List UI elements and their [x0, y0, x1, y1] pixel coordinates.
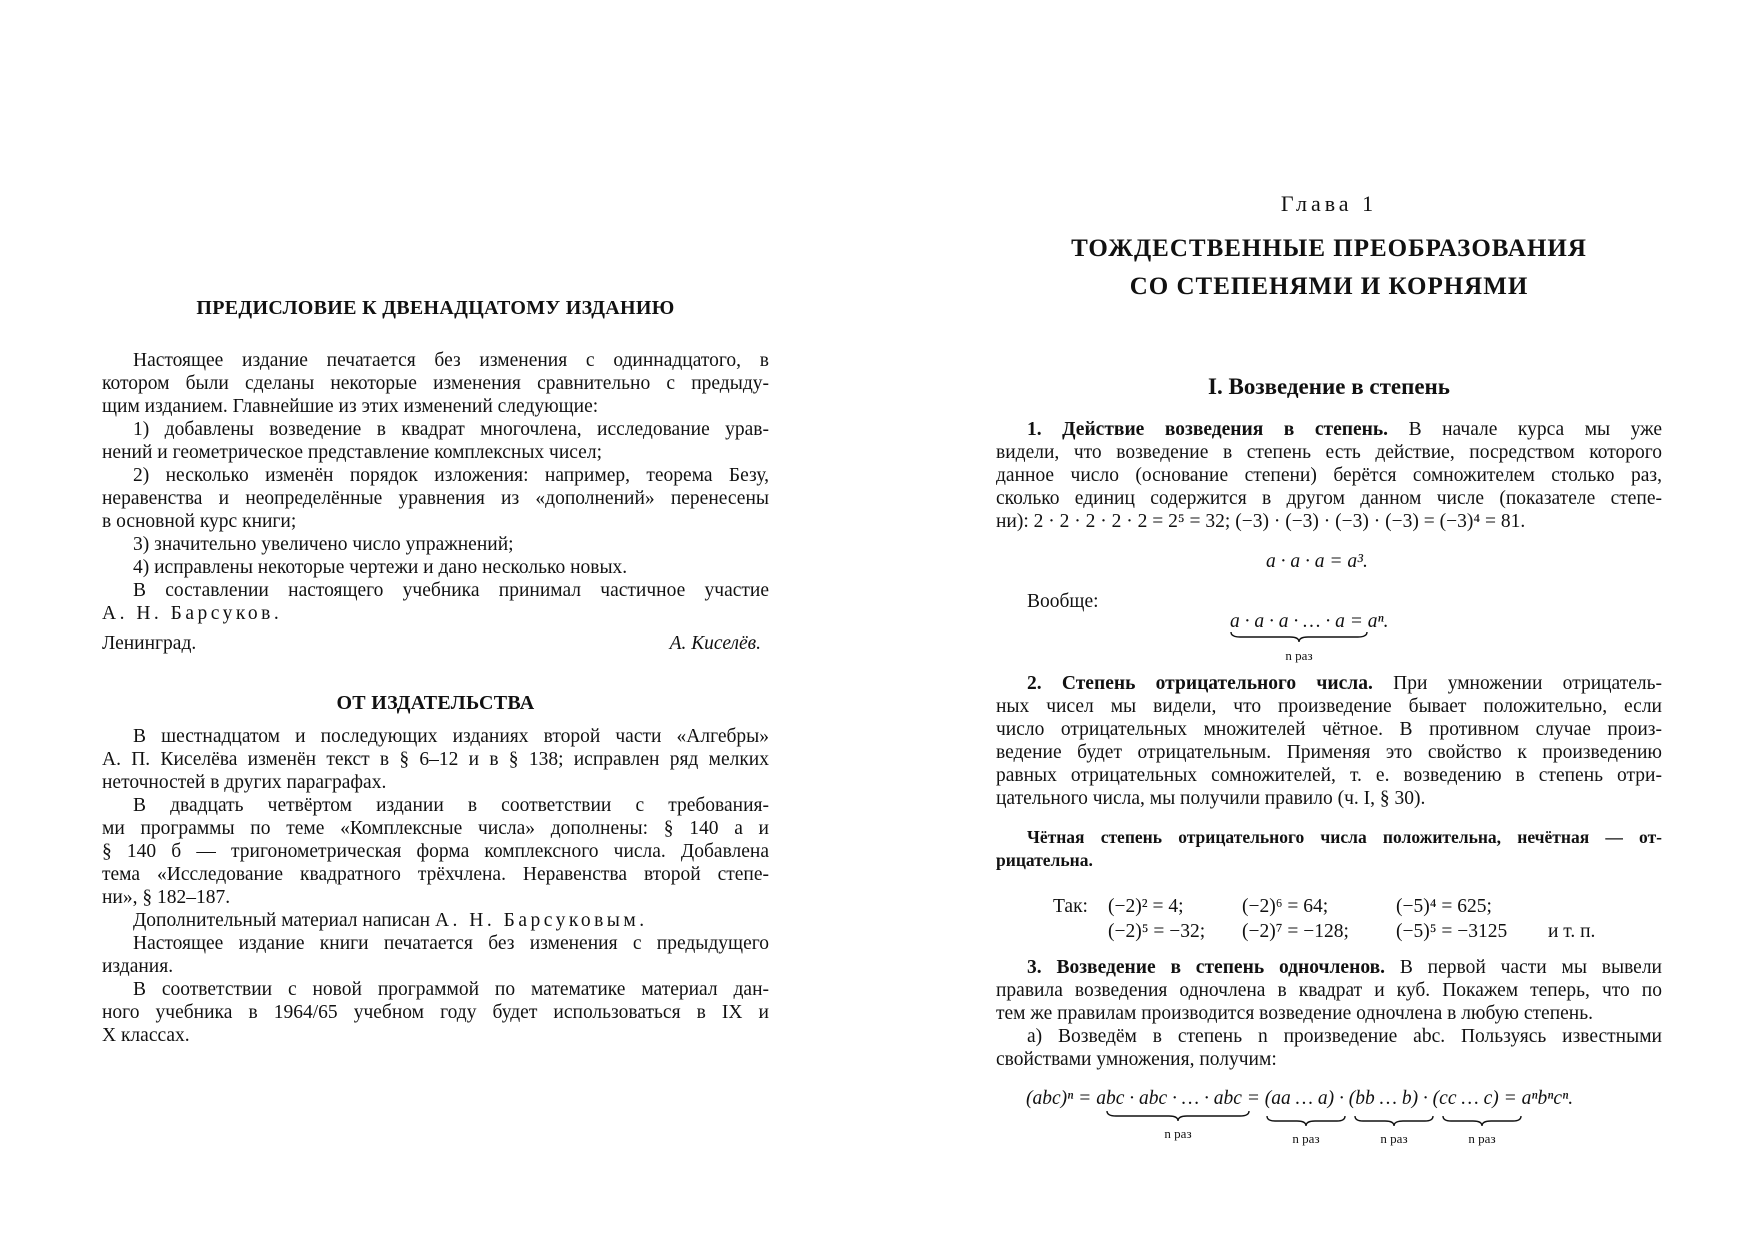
para-1-heading: 1. Действие возведения в степень.: [1027, 419, 1389, 440]
para-1-examples: ни): 2 · 2 · 2 · 2 · 2 = 2⁵ = 32; (−3) · (−3) · (−3) · (−3) = (−3)⁴ = 81.: [996, 511, 1526, 532]
n-times-label: n раз: [1292, 1131, 1320, 1146]
preface-item-3: 3) значительно увеличено число упражнений;: [133, 534, 514, 555]
publisher-line: В соответствии с новой программой по математике материал дан-: [133, 979, 769, 1000]
preface-line: щим изданием. Главнейшие из этих изменений следующие:: [102, 396, 599, 417]
para-1-rest: В начале курса мы уже: [1408, 419, 1663, 440]
para-3-heading: 3. Возведение в степень одночленов.: [1027, 957, 1385, 978]
example: (−2)⁵ = −32;: [1108, 921, 1206, 942]
chapter-title-line-2: СО СТЕПЕНЯМИ И КОРНЯМИ: [1129, 273, 1529, 300]
publisher-line: ного учебника в 1964/65 учебном году будет использоваться в IX и: [102, 1002, 769, 1023]
para-2-line: ных чисел мы видели, что произведение бывает положительно, если: [996, 696, 1662, 717]
formula-abc-power: (abc)ⁿ = abc · abc · … · abc = (aa … a) · (bb … b) · (cc … c) = aⁿbⁿcⁿ.: [1026, 1088, 1574, 1109]
example: (−5)⁵ = −3125: [1396, 921, 1508, 942]
example-etc: и т. п.: [1548, 921, 1596, 942]
voobshe-label: Вообще:: [1027, 591, 1099, 612]
publisher-line: издания.: [102, 956, 174, 977]
examples-row-1: [996, 895, 1662, 919]
preface-item-1: нений и геометрическое представление комплексных чисел;: [102, 442, 602, 463]
example: (−2)² = 4;: [1108, 896, 1184, 917]
preface-line: Настоящее издание печатается без изменения с одиннадцатого, в: [133, 350, 769, 371]
para-2-line: число отрицательных множителей чётное. В противном случае произ-: [996, 719, 1662, 740]
n-times-label: n раз: [1285, 648, 1313, 663]
preface-item-4: 4) исправлены некоторые чертежи и дано несколько новых.: [133, 557, 628, 578]
para-3-line: правила возведения одночлена в квадрат и куб. Покажем теперь, что по: [996, 980, 1662, 1001]
preface-author: А. Киселёв.: [669, 633, 761, 654]
preface-item-2: в основной курс книги;: [102, 511, 297, 532]
underbrace-icon: [1266, 1115, 1346, 1127]
example: (−2)⁶ = 64;: [1242, 896, 1329, 917]
chapter-label: Глава 1: [1280, 191, 1378, 216]
publisher-line: [102, 909, 769, 932]
para-2-line: [996, 672, 1662, 695]
preface-body: [102, 349, 769, 625]
publisher-title: ОТ ИЗДАТЕЛЬСТВА: [336, 692, 535, 714]
para-2-rest: При умножении отрицатель-: [1393, 673, 1663, 694]
preface-last-line: В составлении настоящего учебника принимал частичное участие: [133, 580, 769, 601]
preface-item-2: неравенства и неопределённые уравнения из «дополнений» перенесены: [102, 488, 769, 509]
tak-label: Так:: [1053, 896, 1088, 917]
publisher-line: В двадцать четвёртом издании в соответствии с требования-: [133, 795, 769, 816]
rule-box: [996, 826, 1662, 872]
preface-item-1: 1) добавлены возведение в квадрат многочлена, исследование урав-: [133, 419, 769, 440]
underbrace-icon: [1442, 1115, 1522, 1127]
preface-line: котором были сделаны некоторые изменения сравнительно с предыду-: [102, 373, 769, 394]
publisher-line: ни», § 182–187.: [102, 887, 231, 908]
chapter-title: [996, 230, 1662, 306]
publisher-p3-name: А. Н. Барсуковым.: [434, 910, 648, 931]
para-3-line: свойствами умножения, получим:: [996, 1049, 1277, 1070]
section-title: I. Возведение в степень: [1208, 374, 1450, 399]
rule-line-2: рицательна.: [996, 850, 1093, 870]
para-1: [996, 418, 1662, 533]
para-1-line: [996, 418, 1662, 441]
publisher-line: Настоящее издание книги печатается без изменения с предыдущего: [133, 933, 769, 954]
preface-title: ПРЕДИСЛОВИЕ К ДВЕНАДЦАТОМУ ИЗДАНИЮ: [196, 297, 675, 319]
formula-a-cubed: a · a · a = a³.: [1266, 551, 1368, 572]
para-2-line: ведение будет отрицательным. Применяя это свойство к произведению: [996, 742, 1662, 763]
formula-a-to-n: a · a · a · … · a = aⁿ.: [1230, 611, 1389, 632]
para-1-line: данное число (основание степени) берётся сомножителем столько раз,: [996, 465, 1662, 486]
example: (−2)⁷ = −128;: [1242, 921, 1349, 942]
underbrace-icon: [1230, 631, 1368, 643]
para-2: [996, 672, 1662, 810]
publisher-line: X классах.: [102, 1025, 190, 1046]
para-2-heading: 2. Степень отрицательного числа.: [1027, 673, 1373, 694]
publisher-p3-prefix: Дополнительный материал написан: [133, 910, 431, 931]
examples-row-2: [996, 920, 1662, 944]
para-1-line: видели, что возведение в степень есть действие, посредством которого: [996, 442, 1662, 463]
publisher-line: неточностей в других параграфах.: [102, 772, 387, 793]
preface-coauthor: А. Н. Барсуков.: [102, 603, 283, 624]
para-3: [996, 956, 1662, 1071]
publisher-line: § 140 б — тригонометрическая форма комплексного числа. Добавлена: [102, 841, 769, 862]
underbrace-icon: [1354, 1115, 1434, 1127]
preface-place: Ленинград.: [102, 633, 197, 654]
rule-line-1: Чётная степень отрицательного числа положительна, нечётная — от-: [1027, 827, 1662, 847]
para-3-rest: В первой части мы вывели: [1399, 957, 1662, 978]
n-times-label: n раз: [1380, 1131, 1408, 1146]
para-2-line: равных отрицательных сомножителей, т. е. возведению в степень отри-: [996, 765, 1662, 786]
para-1-line: сколько единиц содержится в другом данном числе (показателе степе-: [996, 488, 1662, 509]
publisher-body: [102, 725, 769, 1047]
para-2-line: цательного числа, мы получили правило (ч. I, § 30).: [996, 788, 1426, 809]
publisher-line: тема «Исследование квадратного трёхчлена. Неравенства второй степе-: [102, 864, 769, 885]
underbrace-icon: [1106, 1110, 1250, 1122]
preface-item-2: 2) несколько изменён порядок изложения: например, теорема Безу,: [133, 465, 769, 486]
para-3-line: тем же правилам производится возведение одночлена в любую степень.: [996, 1003, 1593, 1024]
publisher-line: В шестнадцатом и последующих изданиях второй части «Алгебры»: [133, 726, 769, 747]
preface-signature: [102, 632, 769, 656]
publisher-line: ми программы по теме «Комплексные числа» дополнены: § 140 а и: [102, 818, 769, 839]
n-times-label: n раз: [1164, 1126, 1192, 1141]
para-3-line: [996, 956, 1662, 979]
example: (−5)⁴ = 625;: [1396, 896, 1492, 917]
publisher-line: А. П. Киселёва изменён текст в § 6–12 и в § 138; исправлен ряд мелких: [102, 749, 769, 770]
para-3-line: а) Возведём в степень n произведение abc. Пользуясь известными: [1027, 1026, 1662, 1047]
n-times-label: n раз: [1468, 1131, 1496, 1146]
chapter-title-line-1: ТОЖДЕСТВЕННЫЕ ПРЕОБРАЗОВАНИЯ: [1071, 235, 1587, 262]
